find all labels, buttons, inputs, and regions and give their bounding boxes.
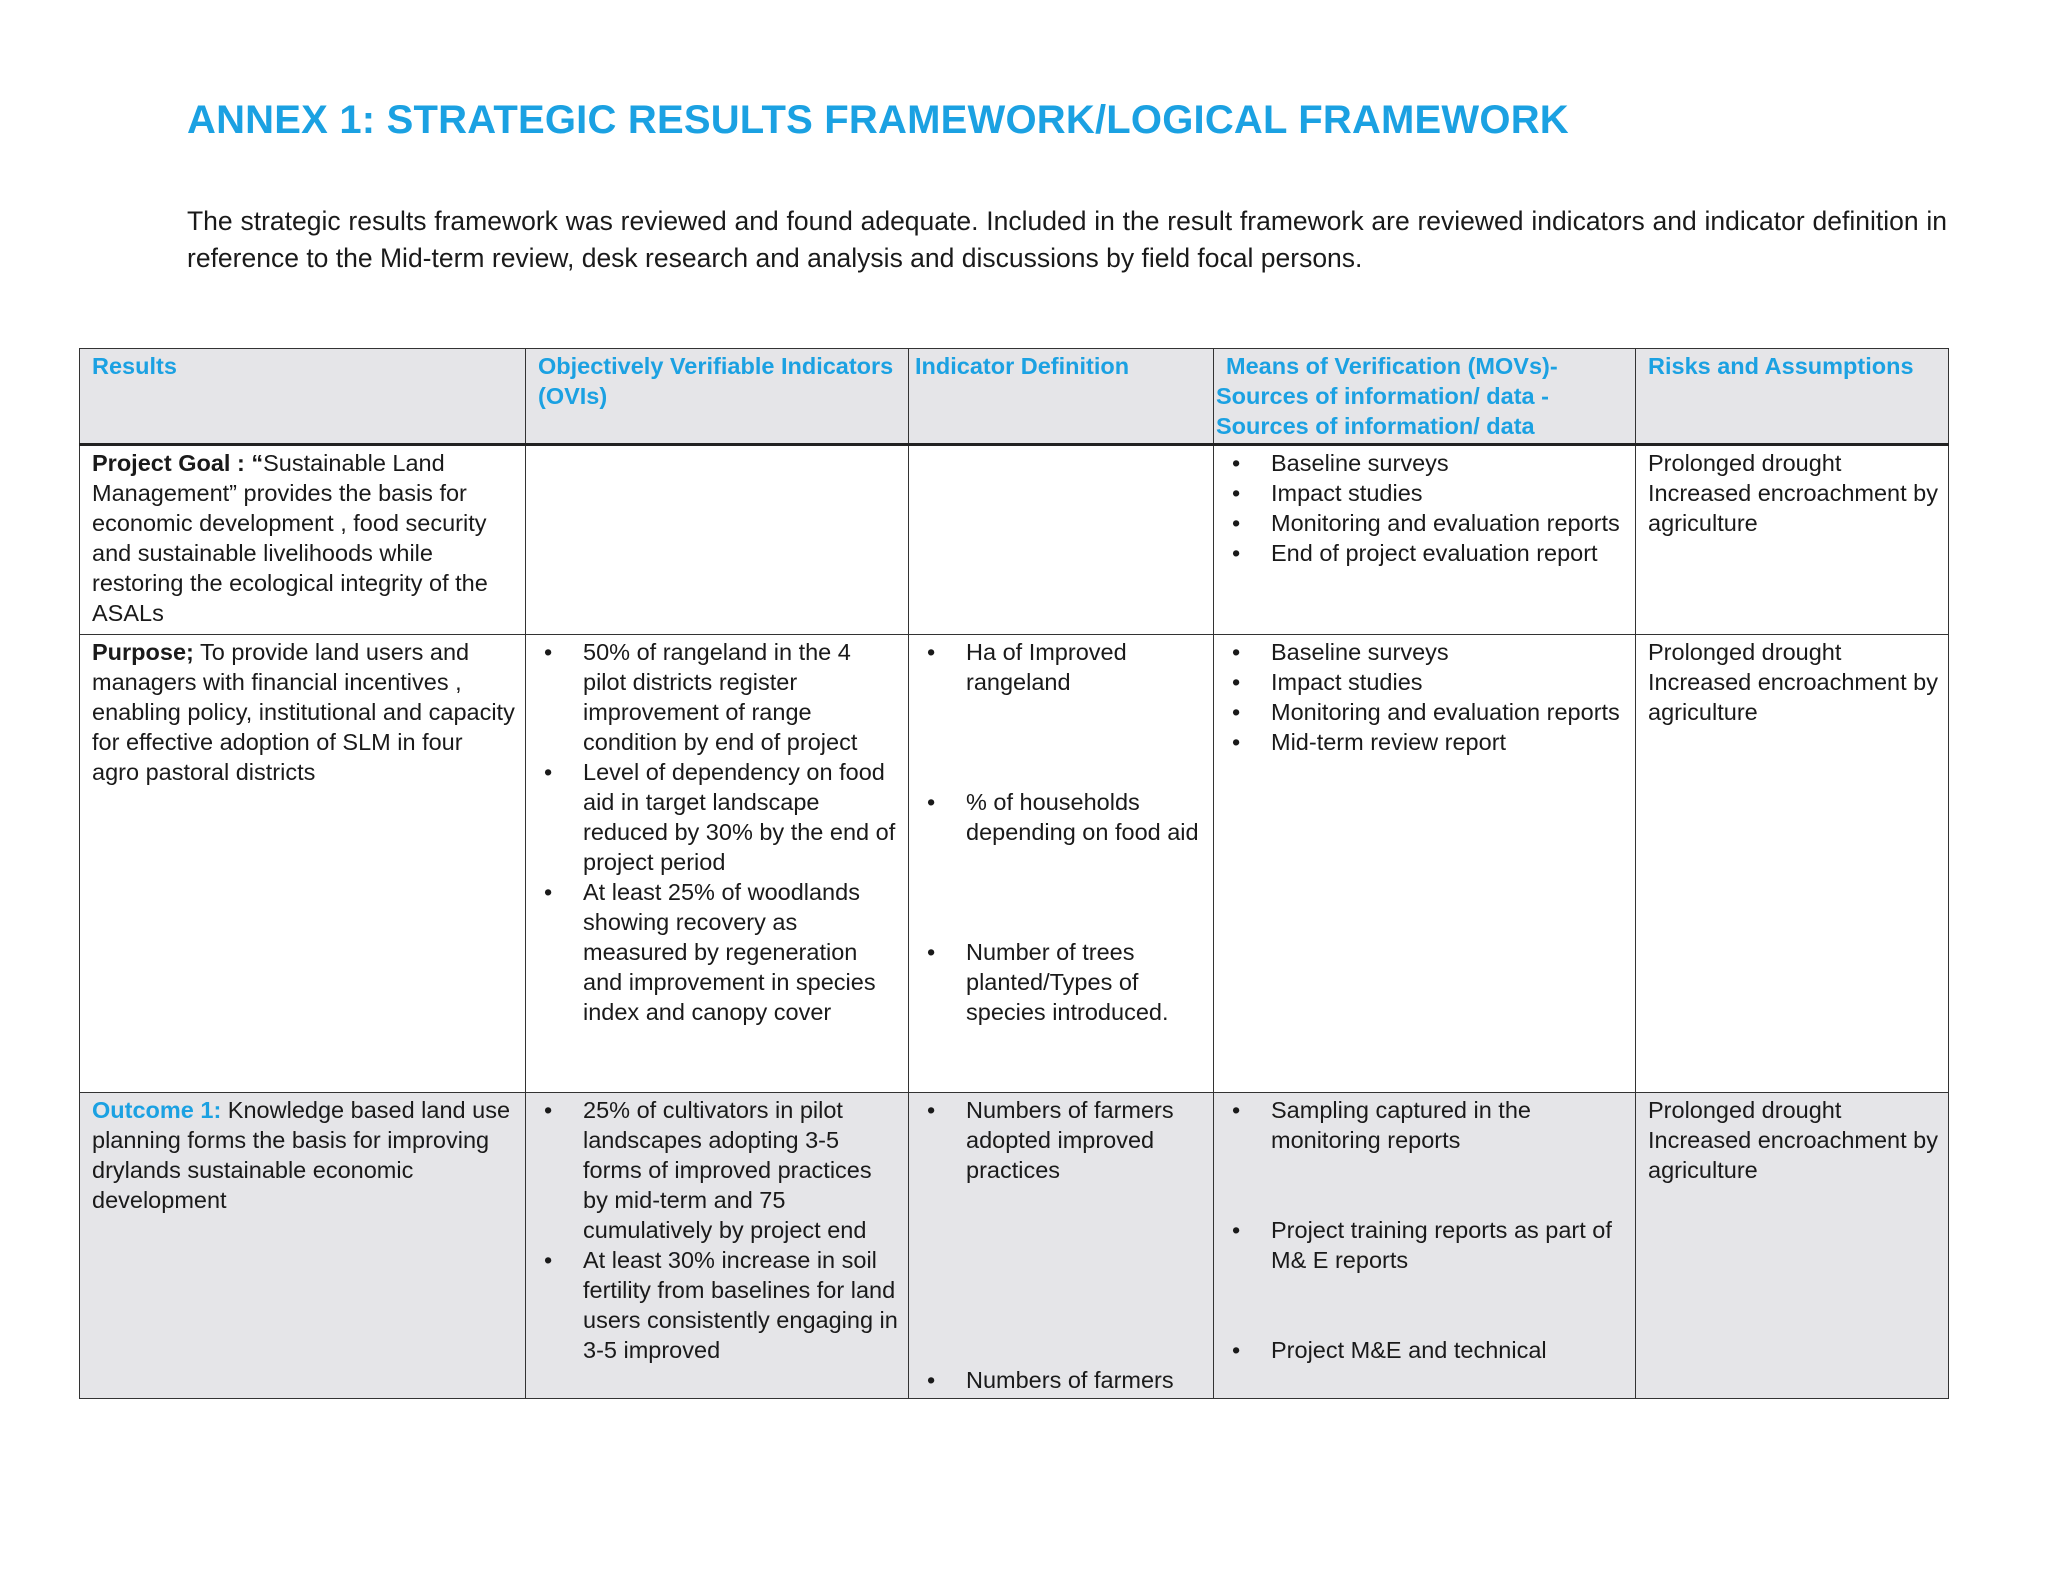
cell-purpose-definition xyxy=(909,635,1214,1093)
risk-line: Increased encroachment by xyxy=(1648,480,1938,506)
cell-purpose-ovis xyxy=(526,635,909,1093)
list-item: • Baseline surveys xyxy=(1226,637,1625,667)
risk-line: agriculture xyxy=(1648,1157,1758,1183)
list-item: • Monitoring and evaluation reports xyxy=(1226,697,1625,727)
goal-label: Project Goal : “ xyxy=(92,450,264,476)
list-item: • Baseline surveys xyxy=(1226,448,1625,478)
cell-goal-definition xyxy=(909,445,1214,635)
cell-outcome1-ovis xyxy=(526,1093,909,1399)
table-row-outcome-1 xyxy=(80,1093,1949,1399)
purpose-label: Purpose; xyxy=(92,639,194,665)
list-item: • Numbers of farmers adopted improved practices xyxy=(921,1095,1203,1185)
list-item: • Impact studies xyxy=(1226,667,1625,697)
goal-text: Sustainable Land Management” provides the basis for economic development , food security and sustainable livelihoods while restoring the ecological integrity of the ASALs xyxy=(92,450,488,626)
list-item: • % of households depending on food aid xyxy=(921,787,1203,847)
header-movs-line-1: Means of Verification (MOVs)- xyxy=(1226,353,1558,379)
list-item: • 25% of cultivators in pilot landscapes adopting 3-5 forms of improved practices by mid-term and 75 cumulatively by project end xyxy=(538,1095,898,1245)
list-item: • At least 30% increase in soil fertility from baselines for land users consistently engaging in 3-5 improved xyxy=(538,1245,898,1365)
risk-line: Prolonged drought xyxy=(1648,639,1842,665)
purpose-text: To provide land users and managers with financial incentives , enabling policy, institutional and capacity for effective adoption of SLM in four agro pastoral districts xyxy=(92,639,515,785)
list-item: • End of project evaluation report xyxy=(1226,538,1625,568)
list-item: • Monitoring and evaluation reports xyxy=(1226,508,1625,538)
results-framework-table xyxy=(79,348,1949,1399)
risk-line: Prolonged drought xyxy=(1648,1097,1842,1123)
table-row-purpose xyxy=(80,635,1949,1093)
cell-outcome1-definition xyxy=(909,1093,1214,1399)
cell-goal-risks xyxy=(1636,445,1949,635)
header-means-of-verification xyxy=(1214,349,1636,445)
cell-goal-ovis xyxy=(526,445,909,635)
header-results: Results xyxy=(80,349,526,445)
risk-line: agriculture xyxy=(1648,510,1758,536)
cell-outcome1-movs xyxy=(1214,1093,1636,1399)
table-row-project-goal xyxy=(80,445,1949,635)
list-item: • Level of dependency on food aid in target landscape reduced by 30% by the end of project period xyxy=(538,757,898,877)
cell-purpose-risks xyxy=(1636,635,1949,1093)
list-item: • Project M&E and technical xyxy=(1226,1335,1625,1365)
list-item: • Project training reports as part of M& E reports xyxy=(1226,1215,1625,1275)
header-ovis: Objectively Verifiable Indicators (OVIs) xyxy=(526,349,909,445)
list-item: • Numbers of farmers xyxy=(921,1365,1203,1395)
header-indicator-definition: Indicator Definition xyxy=(909,349,1214,445)
header-movs-line-2: Sources of information/ data - xyxy=(1216,383,1549,409)
risk-line: Increased encroachment by xyxy=(1648,1127,1938,1153)
list-item: • 50% of rangeland in the 4 pilot districts register improvement of range condition by end of project xyxy=(538,637,898,757)
cell-purpose-result xyxy=(80,635,526,1093)
cell-goal-movs xyxy=(1214,445,1636,635)
risk-line: agriculture xyxy=(1648,699,1758,725)
table-header-row xyxy=(80,349,1949,445)
page-title: ANNEX 1: STRATEGIC RESULTS FRAMEWORK/LOGICAL FRAMEWORK xyxy=(187,98,1569,142)
cell-outcome1-risks xyxy=(1636,1093,1949,1399)
cell-outcome1-result xyxy=(80,1093,526,1399)
intro-paragraph: The strategic results framework was reviewed and found adequate. Included in the result framework are reviewed indicators and indicator definition in reference to the Mid-term review, desk research and analysis and discussions by field focal persons. xyxy=(187,206,1947,273)
header-movs-line-3: Sources of information/ data xyxy=(1216,413,1535,439)
header-risks-assumptions: Risks and Assumptions xyxy=(1636,349,1949,445)
cell-goal-result xyxy=(80,445,526,635)
risk-line: Prolonged drought xyxy=(1648,450,1842,476)
list-item: • Ha of Improved rangeland xyxy=(921,637,1203,697)
list-item: • Mid-term review report xyxy=(1226,727,1625,757)
outcome1-label: Outcome 1: xyxy=(92,1097,222,1123)
list-item: • Number of trees planted/Types of species introduced. xyxy=(921,937,1203,1027)
list-item: • Impact studies xyxy=(1226,478,1625,508)
list-item: • At least 25% of woodlands showing recovery as measured by regeneration and improvement in species index and canopy cover xyxy=(538,877,898,1027)
cell-purpose-movs xyxy=(1214,635,1636,1093)
list-item: • Sampling captured in the monitoring reports xyxy=(1226,1095,1625,1155)
outcome1-text: Knowledge based land use planning forms the basis for improving drylands sustainable economic development xyxy=(92,1097,511,1213)
risk-line: Increased encroachment by xyxy=(1648,669,1938,695)
